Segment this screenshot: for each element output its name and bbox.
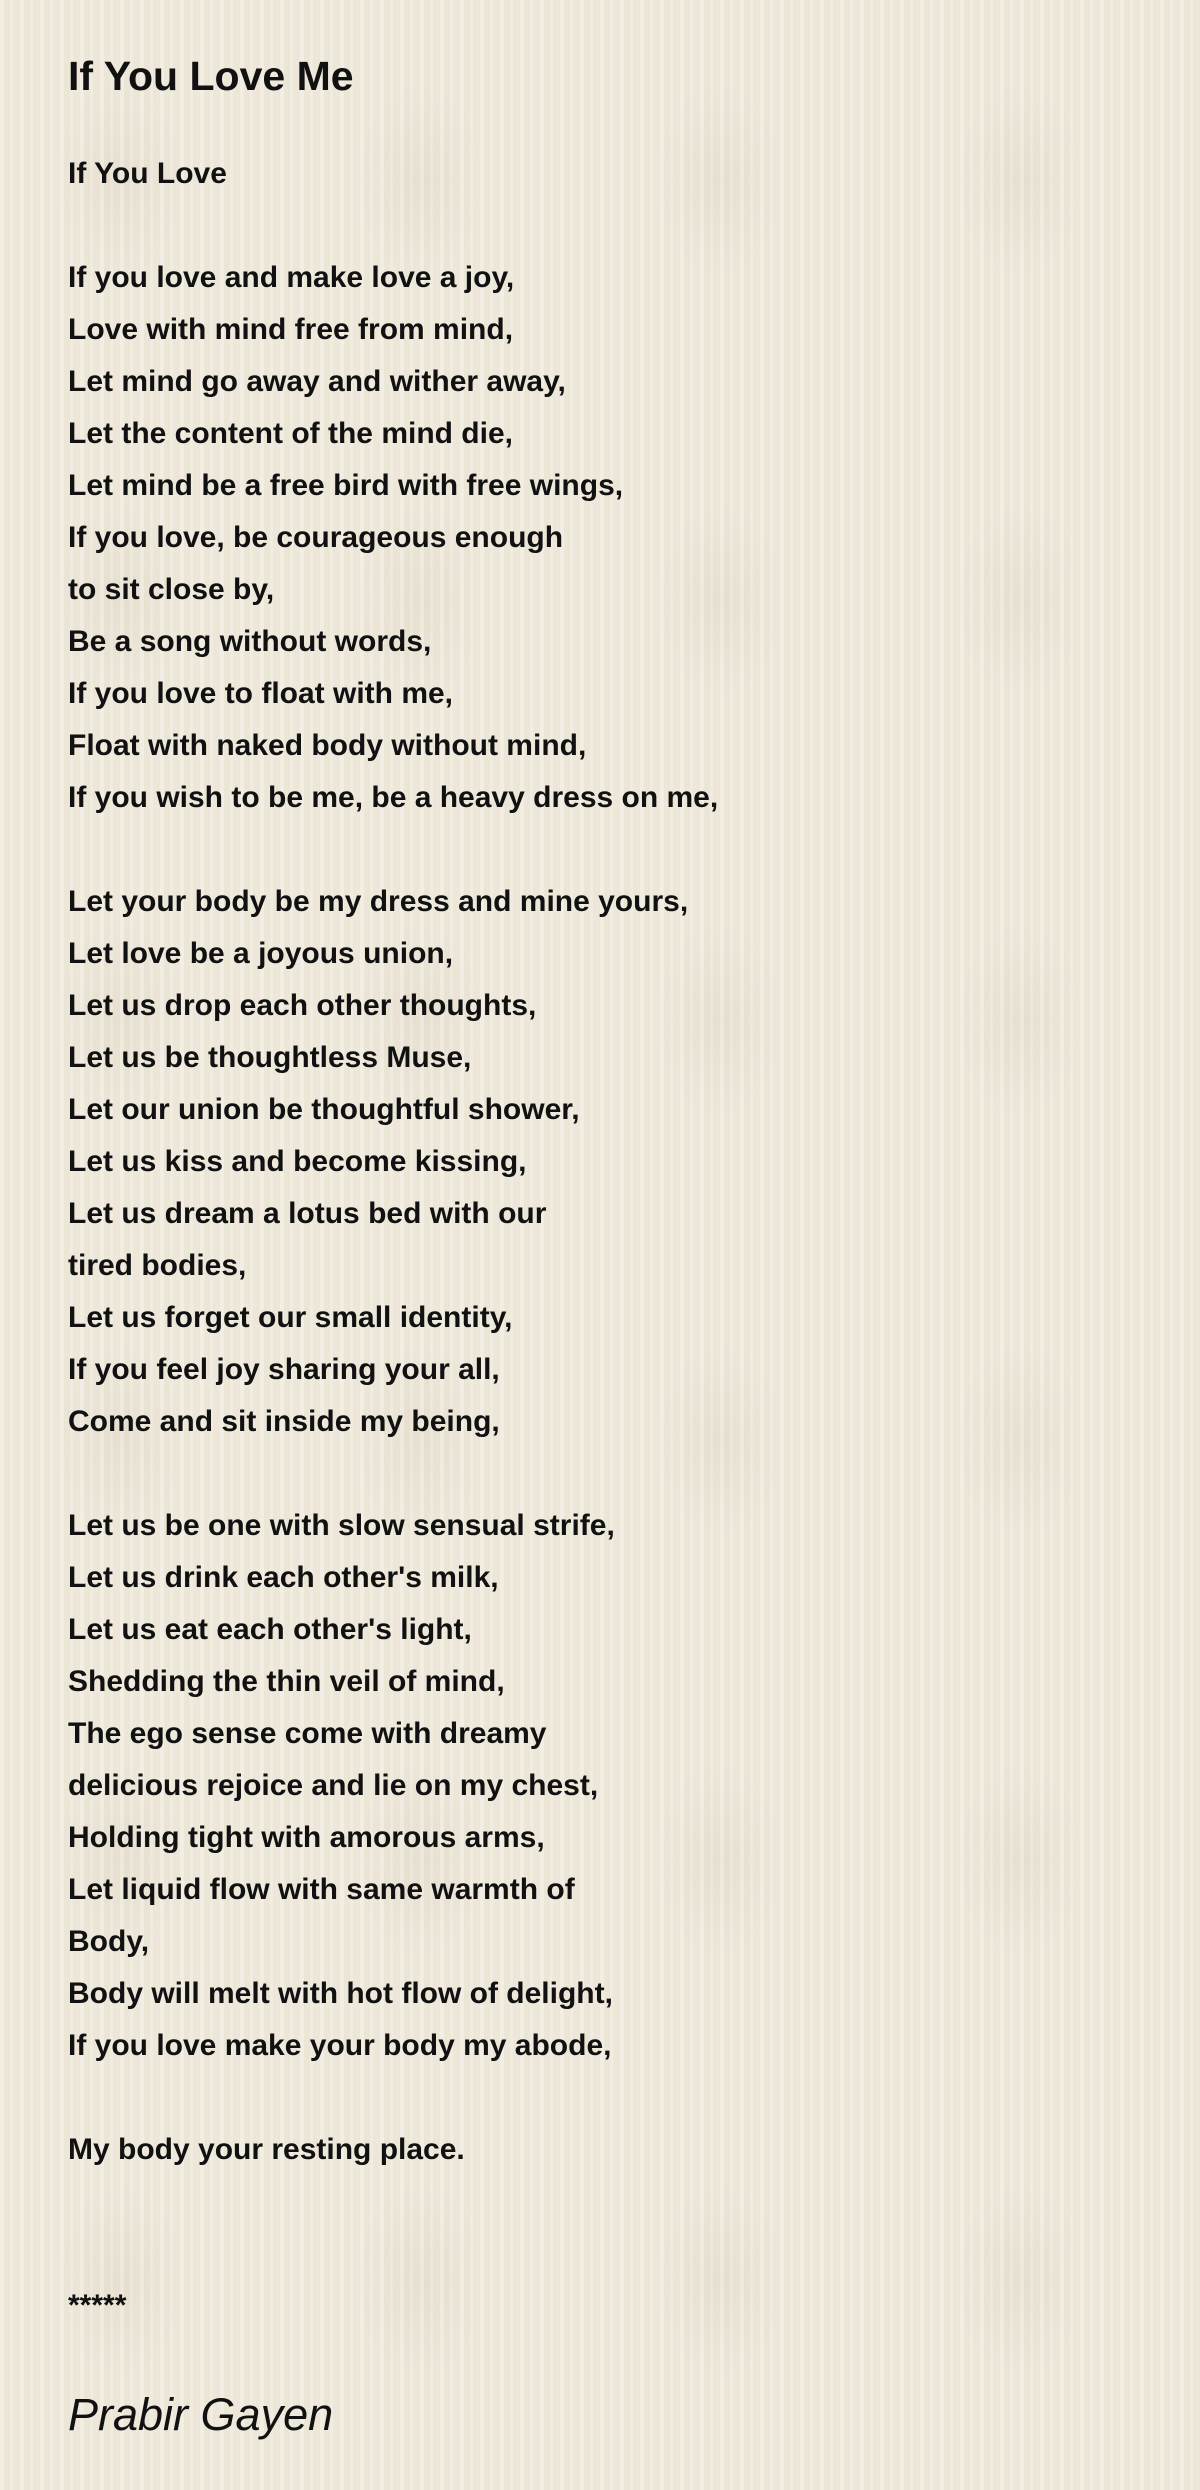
poem-line: Let liquid flow with same warmth of	[68, 1873, 575, 1906]
poem-line: Shedding the thin veil of mind,	[68, 1665, 505, 1698]
poem-blank-line	[68, 2072, 1148, 2124]
poem-line: to sit close by,	[68, 573, 275, 606]
poem-blank-line	[68, 2228, 1148, 2280]
poem-line: If you love make your body my abode,	[68, 2029, 612, 2062]
poem-line: Let love be a joyous union,	[68, 937, 454, 970]
poem-line: Let us kiss and become kissing,	[68, 1145, 527, 1178]
poem-line: Let mind be a free bird with free wings,	[68, 469, 624, 502]
poem-author: Prabir Gayen	[68, 2389, 334, 2440]
poem-blank-line	[68, 2176, 1148, 2228]
poem-line: Body will melt with hot flow of delight,	[68, 1977, 613, 2010]
poem-line: Let us forget our small identity,	[68, 1301, 513, 1334]
poem-line: If You Love	[68, 157, 227, 190]
poem-line: Holding tight with amorous arms,	[68, 1821, 545, 1854]
poem-blank-line	[68, 824, 1148, 876]
poem-line: If you feel joy sharing your all,	[68, 1353, 500, 1386]
poem-line: Let us dream a lotus bed with our	[68, 1197, 547, 1230]
poem-line: Let the content of the mind die,	[68, 417, 513, 450]
poem-line: Let mind go away and wither away,	[68, 365, 566, 398]
poem-line: delicious rejoice and lie on my chest,	[68, 1769, 599, 1802]
poem-line: tired bodies,	[68, 1249, 247, 1282]
poem-body	[68, 148, 1148, 2332]
poem-title: If You Love Me	[68, 53, 354, 99]
poem-line: Love with mind free from mind,	[68, 313, 514, 346]
poem-line: Let us be thoughtless Muse,	[68, 1041, 472, 1074]
poem-line: If you wish to be me, be a heavy dress on me,	[68, 781, 719, 814]
poem-line: My body your resting place.	[68, 2133, 465, 2166]
poem-line: Let our union be thoughtful shower,	[68, 1093, 580, 1126]
poem-blank-line	[68, 1448, 1148, 1500]
poem-blank-line	[68, 200, 1148, 252]
poem-line: The ego sense come with dreamy	[68, 1717, 547, 1750]
poem-line: Come and sit inside my being,	[68, 1405, 500, 1438]
poem-line: If you love, be courageous enough	[68, 521, 564, 554]
poem-line: Float with naked body without mind,	[68, 729, 587, 762]
poem-line: Let us be one with slow sensual strife,	[68, 1509, 615, 1542]
poem-line: Be a song without words,	[68, 625, 432, 658]
poem-line: Let your body be my dress and mine yours,	[68, 885, 689, 918]
poem-line: If you love to float with me,	[68, 677, 454, 710]
poem-line: Let us eat each other's light,	[68, 1613, 472, 1646]
poem-line: Body,	[68, 1925, 150, 1958]
poem-line: If you love and make love a joy,	[68, 261, 515, 294]
poem-line: *****	[68, 2289, 127, 2322]
poem-line: Let us drink each other's milk,	[68, 1561, 499, 1594]
poem-line: Let us drop each other thoughts,	[68, 989, 537, 1022]
